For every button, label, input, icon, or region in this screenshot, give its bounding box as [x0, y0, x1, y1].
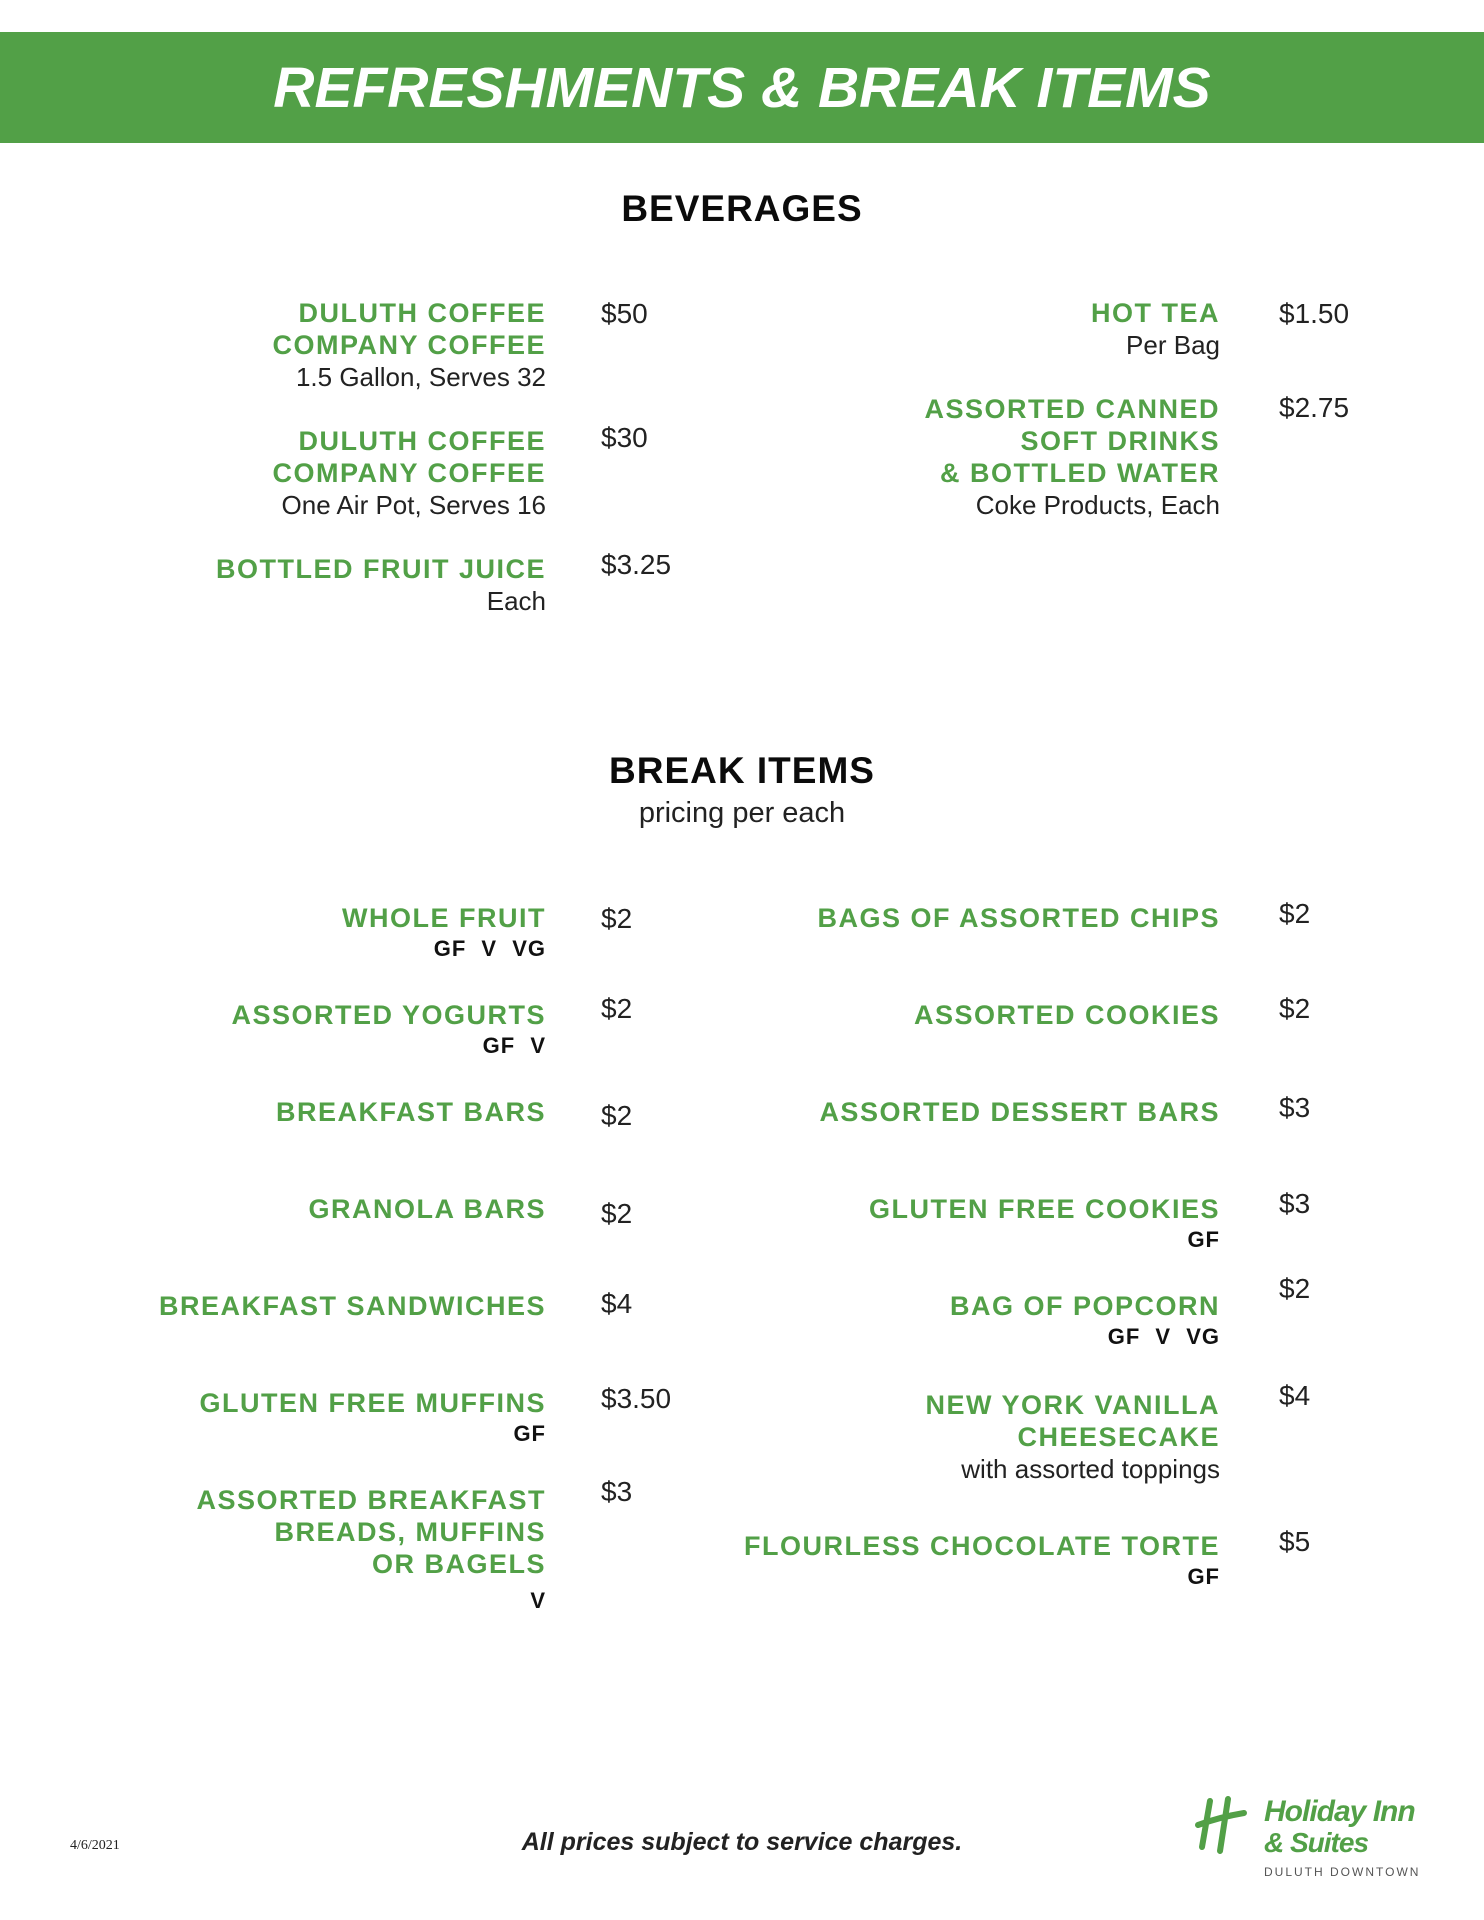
item-name: ASSORTED BREAKFAST: [196, 1485, 546, 1515]
break-item: [159, 1290, 546, 1322]
item-name: ASSORTED DESSERT BARS: [819, 1097, 1220, 1127]
dietary-tags: V: [530, 1588, 546, 1613]
item-description: Coke Products, Each: [975, 490, 1220, 520]
item-name: HOT TEA: [1091, 298, 1220, 328]
item-description: Per Bag: [1126, 330, 1220, 360]
logo-line-2: & Suites: [1264, 1827, 1369, 1858]
beverage-item: [272, 425, 546, 521]
break-item: [200, 1387, 547, 1449]
item-price: $2: [1279, 993, 1311, 1024]
item-price: $3: [1279, 1092, 1311, 1123]
item-description: with assorted toppings: [961, 1454, 1220, 1484]
item-name: ASSORTED CANNED: [924, 394, 1220, 424]
item-price: $50: [601, 298, 648, 329]
break-item: [342, 902, 546, 964]
item-name: BAGS OF ASSORTED CHIPS: [817, 903, 1220, 933]
item-price: $2: [1279, 898, 1311, 929]
service-charge-note: All prices subject to service charges.: [521, 1828, 963, 1856]
dietary-tags: GF: [1187, 1564, 1220, 1589]
page-title: REFRESHMENTS & BREAK ITEMS: [273, 55, 1211, 120]
break-item: [744, 1530, 1220, 1592]
beverage-item: [216, 553, 546, 617]
break-item: [196, 1484, 546, 1616]
item-name: COMPANY COFFEE: [272, 458, 546, 488]
break-item: [950, 1290, 1220, 1352]
item-price: $2: [601, 1100, 633, 1131]
break-item: [869, 1193, 1220, 1255]
break-item: [817, 902, 1220, 934]
item-name: BREAKFAST SANDWICHES: [158, 1291, 546, 1321]
item-price: $3: [1279, 1188, 1311, 1219]
item-name: DULUTH COFFEE: [298, 426, 546, 456]
item-name: SOFT DRINKS: [1020, 426, 1220, 456]
item-name: ASSORTED YOGURTS: [231, 1000, 546, 1030]
item-price: $30: [601, 422, 648, 453]
item-name: CHEESECAKE: [1017, 1422, 1220, 1452]
holiday-inn-logo: [1194, 1795, 1434, 1885]
item-price: $2: [601, 1198, 633, 1229]
item-price: $4: [601, 1288, 633, 1319]
item-name: NEW YORK VANILLA: [925, 1390, 1220, 1420]
item-price: $2.75: [1279, 392, 1350, 423]
item-price: $4: [1279, 1380, 1311, 1411]
dietary-tags: GF V VG: [1107, 1324, 1220, 1349]
dietary-tags: GF: [513, 1421, 546, 1446]
item-name: BREAKFAST BARS: [275, 1097, 546, 1127]
item-name: COMPANY COFFEE: [272, 330, 546, 360]
item-name: BREADS, MUFFINS: [274, 1517, 546, 1547]
dietary-tags: GF V: [482, 1033, 546, 1058]
item-price: $3.25: [601, 549, 672, 580]
item-price: $3: [601, 1476, 633, 1507]
item-description: 1.5 Gallon, Serves 32: [295, 362, 546, 392]
item-name: FLOURLESS CHOCOLATE TORTE: [744, 1531, 1220, 1561]
break-item: [925, 1389, 1220, 1485]
beverages-heading: BEVERAGES: [621, 188, 863, 229]
dietary-tags: GF: [1187, 1227, 1220, 1252]
holiday-inn-h-icon: [1194, 1795, 1254, 1855]
beverage-item: [272, 297, 546, 393]
item-description: Each: [486, 586, 546, 616]
item-name: GLUTEN FREE MUFFINS: [199, 1388, 546, 1418]
item-price: $3.50: [601, 1383, 672, 1414]
item-name: BAG OF POPCORN: [949, 1291, 1220, 1321]
break-item: [914, 999, 1220, 1031]
item-name: GLUTEN FREE COOKIES: [868, 1194, 1220, 1224]
item-description: One Air Pot, Serves 16: [281, 490, 546, 520]
break-item: [231, 999, 546, 1061]
dietary-tags: GF V VG: [433, 936, 546, 961]
item-price: $5: [1279, 1526, 1311, 1557]
item-name: & BOTTLED WATER: [940, 458, 1220, 488]
item-name: GRANOLA BARS: [308, 1194, 546, 1224]
logo-line-1: Holiday Inn: [1264, 1795, 1415, 1828]
item-name: OR BAGELS: [371, 1549, 546, 1579]
header-banner: [0, 32, 1484, 143]
item-name: ASSORTED COOKIES: [913, 1000, 1220, 1030]
item-price: $2: [601, 993, 633, 1024]
item-price: $2: [1279, 1273, 1311, 1304]
beverage-item: [924, 393, 1220, 521]
item-price: $2: [601, 903, 633, 934]
item-name: DULUTH COFFEE: [298, 298, 546, 328]
item-price: $1.50: [1279, 298, 1350, 329]
logo-location: DULUTH DOWNTOWN: [1264, 1865, 1421, 1879]
break-items-heading: BREAK ITEMS: [609, 750, 875, 791]
break-item: [819, 1096, 1220, 1128]
beverage-item: [1091, 297, 1220, 361]
item-name: BOTTLED FRUIT JUICE: [216, 554, 546, 584]
break-items-subtitle: pricing per each: [638, 797, 846, 829]
break-item: [276, 1096, 546, 1128]
item-name: WHOLE FRUIT: [342, 903, 546, 933]
print-date: 4/6/2021: [70, 1838, 120, 1853]
break-item: [309, 1193, 547, 1225]
